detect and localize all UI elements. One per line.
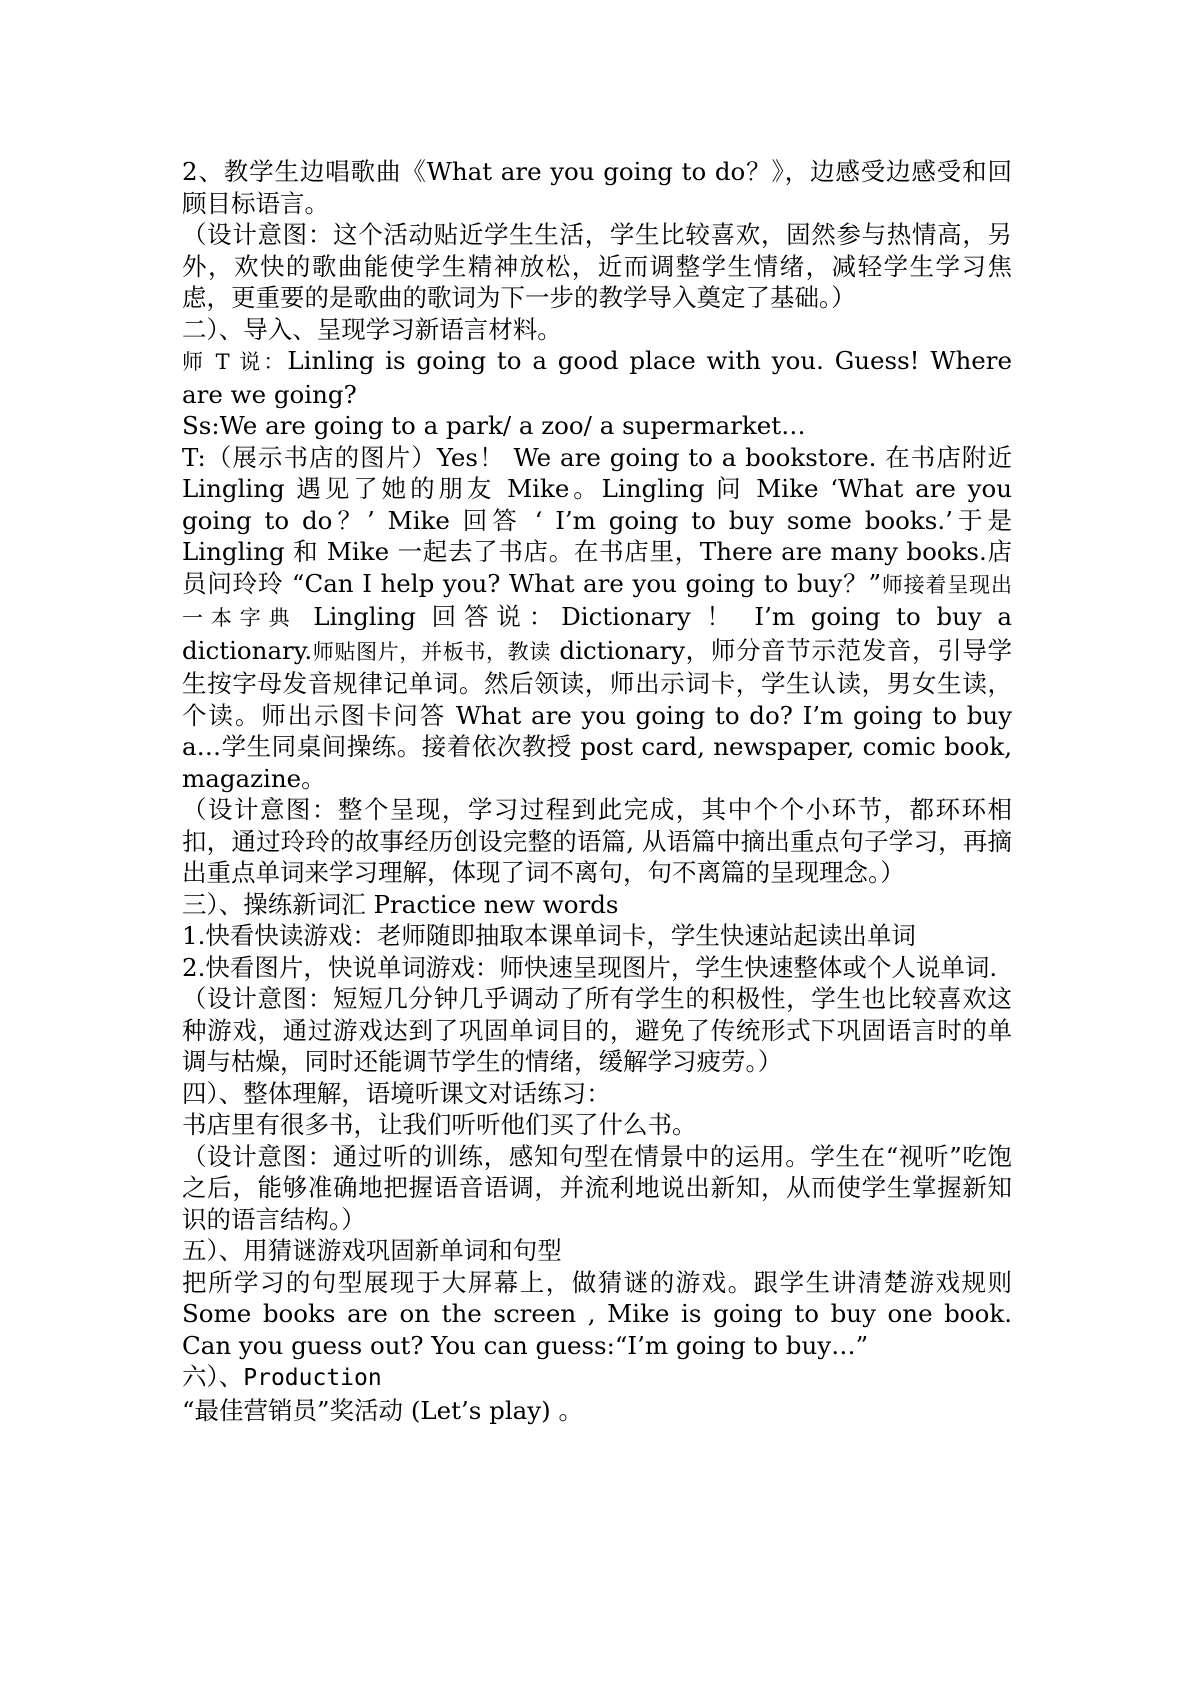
design-intent-1: （设计意图：这个活动贴近学生生活，学生比较喜欢，固然参与热情高，另外，欢快的歌曲能使学生精神放松，近而调整学生情绪，减轻学生学习焦虑，更重要的是歌曲的歌词为下一步的教学导入奠定了基础。） — [182, 220, 1012, 312]
practice-item-1: 1.快看快读游戏：老师随即抽取本课单词卡，学生快速站起读出单词 — [182, 921, 916, 950]
paragraph-teacher-says — [182, 345, 1012, 410]
section-heading-4: 四）、整体理解，语境听课文对话练习： — [182, 1078, 611, 1108]
heading-6-number: 六）、 — [182, 1362, 244, 1391]
practice-item-2: 2.快看图片，快说单词游戏：师快速呈现图片，学生快速整体或个人说单词. — [182, 952, 998, 982]
section-heading-6 — [182, 1361, 1012, 1395]
story-part-2: 师接着呈现出一本字典 — [182, 572, 1012, 630]
story-part-3: Lingling 回答说：Dictionary ！ I’m going to buy a dictionary. — [182, 602, 1012, 665]
paragraph-students-answer: Ss:We are going to a park/ a zoo/ a supermarket… — [182, 411, 806, 440]
section-heading-2: 二）、导入、呈现学习新语言材料。 — [182, 314, 562, 344]
story-part-1: T:（展示书店的图片）Yes！ We are going to a bookstore. 在书店附近 Lingling 遇见了她的朋友 Mike。Lingling 问 Mike ‘What are you going to do？’ Mike 回答 ‘ I’m going to buy some books.’于是 Lingling 和 Mike 一起去了书店。在书店里，There are many books.店员问玲玲 “Can I help you? What are you going to buy？” — [182, 442, 1012, 598]
story-part-5: dictionary，师分音节示范发音，引导学生按字母发音规律记单词。然后领读，师出示词卡，学生认读，男女生读，个读。师出示图卡问答 What are you going to do? I’m going to buy a…学生同桌间操练。接着依次教授 post card, newspaper, comic book, magazine。 — [182, 635, 1013, 793]
teacher-label: 师 T 说： — [182, 350, 288, 374]
story-part-4: 师贴图片，并板书，教读 — [312, 639, 551, 664]
section-heading-5: 五）、用猜谜游戏巩固新单词和句型 — [182, 1236, 562, 1265]
document-body — [182, 156, 1012, 1426]
design-intent-2: （设计意图：整个呈现，学习过程到此完成，其中个个小环节，都环环相扣，通过玲玲的故事经历创设完整的语篇, 从语篇中摘出重点句子学习，再摘出重点单词来学习理解，体现了词不离句，句不离篇的呈现理念。） — [182, 795, 1012, 887]
section-heading-3: 三）、操练新词汇 Practice new words — [182, 889, 619, 919]
paragraph-listen: 书店里有很多书，让我们听听他们买了什么书。 — [182, 1110, 697, 1139]
paragraph-best-seller: “最佳营销员”奖活动 (Let’s play) 。 — [182, 1395, 583, 1425]
paragraph-guess-game: 把所学习的句型展现于大屏幕上，做猜谜的游戏。跟学生讲清楚游戏规则 Some books are on the screen , Mike is going to buy one book. Can you guess out? You can guess:“I’m going to buy…” — [182, 1267, 1012, 1360]
heading-6-title: Production — [243, 1365, 382, 1391]
teacher-line: Linling is going to a good place with you. Guess! Where are we going? — [182, 346, 1012, 409]
paragraph-song: 2、教学生边唱歌曲《What are you going to do？》，边感受边感受和回顾目标语言。 — [182, 157, 1012, 218]
design-intent-3: （设计意图：短短几分钟几乎调动了所有学生的积极性，学生也比较喜欢这种游戏，通过游戏达到了巩固单词目的，避免了传统形式下巩固语言时的单调与枯燥，同时还能调节学生的情绪，缓解学习疲劳。） — [182, 984, 1012, 1076]
paragraph-bookstore-story — [182, 442, 1012, 795]
design-intent-4: （设计意图：通过听的训练，感知句型在情景中的运用。学生在“视听”吃饱之后，能够准确地把握语音语调，并流利地说出新知，从而使学生掌握新知识的语言结构。） — [182, 1141, 1012, 1234]
